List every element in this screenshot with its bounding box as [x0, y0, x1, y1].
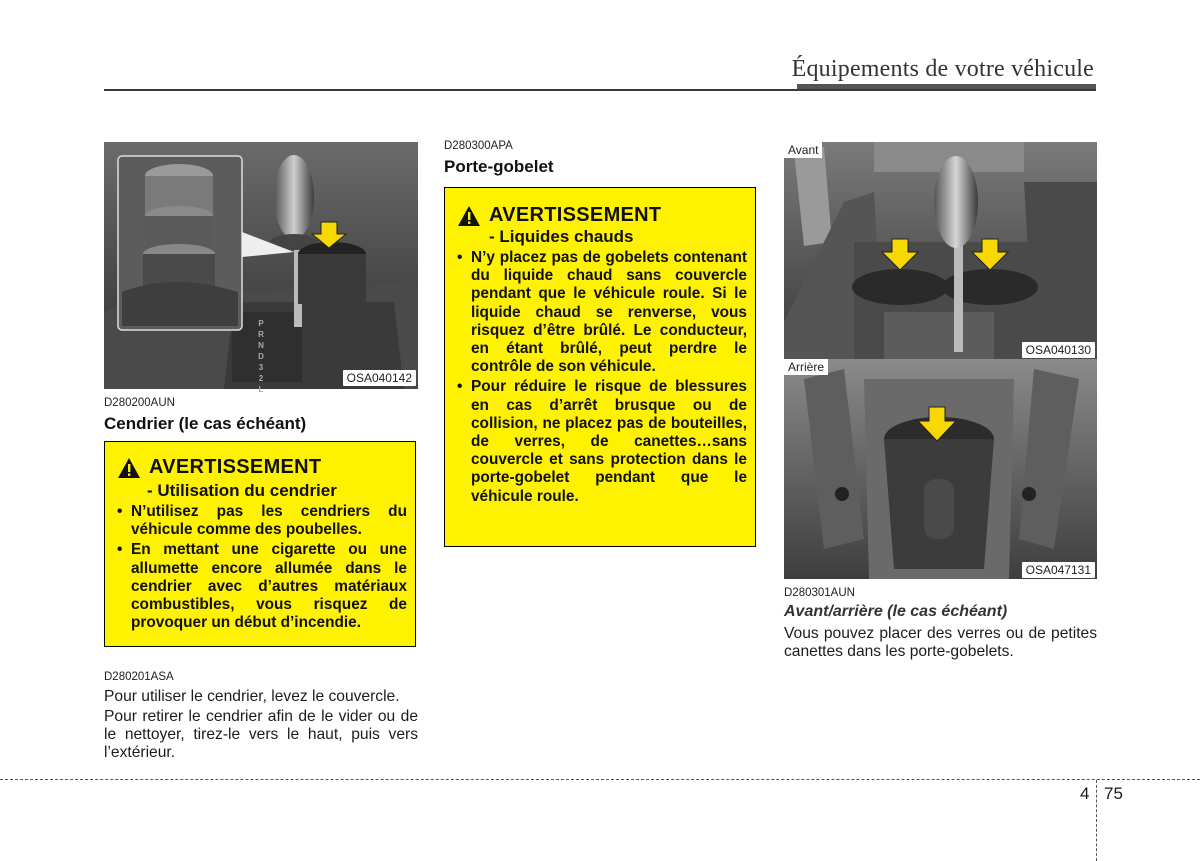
warning-subtitle: - Liquides chauds — [489, 227, 634, 246]
ashtray-photo — [104, 142, 418, 394]
warning-box-hot-liquids — [444, 187, 756, 547]
page-header-title: Équipements de votre véhicule — [791, 56, 1094, 82]
gear-letter: 2 — [258, 374, 264, 383]
photo-tag: Avant — [784, 142, 822, 158]
warning-item: • Pour réduire le risque de blessures en cas d’arrêt brusque ou de collision, ne placez pas de bouteilles, de verres, de canettes…sans couvercle et sans protection dans le porte-gobelet pendant que le véhicule roule. — [457, 378, 747, 505]
warning-item: • En mettant une cigarette ou une allumette encore allumée dans le cendrier avec d’autres matériaux combustibles, vous risquez de provoquer un début d’incendie. — [117, 541, 407, 632]
gear-indicator — [254, 318, 268, 395]
rear-cupholder-photo — [784, 359, 1097, 579]
warning-triangle-icon — [117, 457, 141, 479]
warning-list — [457, 249, 747, 508]
front-cupholder-photo — [784, 142, 1097, 359]
footer-divider — [1096, 780, 1097, 861]
footer-rule — [0, 779, 1200, 780]
photo-code: OSA040130 — [1022, 342, 1095, 358]
section-code: D280201ASA — [104, 671, 174, 683]
header-rule — [104, 89, 1096, 91]
gear-letter: P — [258, 319, 264, 328]
photo-tag: Arrière — [784, 359, 828, 375]
section-heading: Porte-gobelet — [444, 157, 554, 176]
section-subheading: Avant/arrière (le cas échéant) — [784, 603, 1008, 620]
section-code: D280301AUN — [784, 587, 855, 599]
paragraph: Vous pouvez placer des verres ou de petites canettes dans les porte-gobelets. — [784, 625, 1097, 660]
warning-subtitle: - Utilisation du cendrier — [147, 481, 337, 500]
warning-title: AVERTISSEMENT — [149, 456, 322, 478]
paragraph: Pour utiliser le cendrier, levez le couvercle. — [104, 688, 400, 705]
gear-letter: N — [258, 341, 264, 350]
chapter-number: 4 — [1080, 784, 1090, 803]
gear-letter: D — [258, 352, 264, 361]
warning-list — [117, 503, 407, 634]
warning-item: • N’y placez pas de gobelets contenant du liquide chaud sans couvercle pendant que le véhicule roule. Si le liquide chaud se renverse, vous risquez d’être brûlé. Le conducteur, en étant brûlé, peut perdre le contrôle de son véhicule. — [457, 249, 747, 376]
section-code: D280200AUN — [104, 397, 175, 409]
gear-letter: R — [258, 330, 264, 339]
gear-letter: L — [258, 385, 264, 394]
warning-triangle-icon — [457, 205, 481, 227]
warning-title: AVERTISSEMENT — [489, 204, 662, 226]
photo-code: OSA047131 — [1022, 562, 1095, 578]
warning-box-ashtray — [104, 441, 416, 647]
section-heading: Cendrier (le cas échéant) — [104, 414, 307, 433]
warning-item: • N’utilisez pas les cendriers du véhicule comme des poubelles. — [117, 503, 407, 539]
gear-letter: 3 — [258, 363, 264, 372]
photo-code: OSA040142 — [343, 370, 416, 386]
page-number: 75 — [1104, 784, 1123, 803]
paragraph: Pour retirer le cendrier afin de le vider ou de le nettoyer, tirez-le vers le haut, puis vers l’extérieur. — [104, 708, 418, 761]
section-code: D280300APA — [444, 140, 513, 152]
